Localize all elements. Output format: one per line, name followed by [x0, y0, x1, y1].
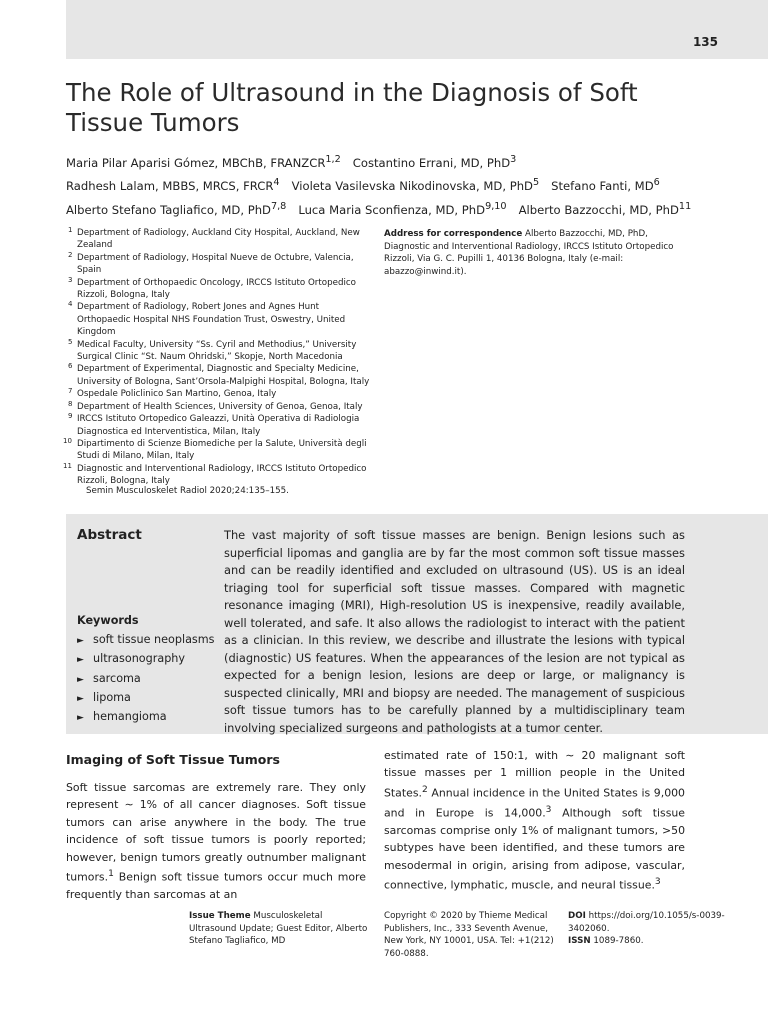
affiliation-text: Department of Radiology, Hospital Nueve de Octubre, Valencia, Spain	[77, 252, 354, 276]
affiliation-item	[66, 339, 372, 364]
reference-number: 2	[421, 784, 428, 795]
affiliation-number: 5	[68, 337, 73, 346]
affiliation-number: 10	[63, 436, 72, 445]
affiliation-text: Diagnostic and Interventional Radiology, IRCCS Istituto Ortopedico Rizzoli, Bologna, Italy	[77, 463, 367, 487]
affiliation-text: IRCCS Istituto Ortopedico Galeazzi, Unità Operativa di Radiologia Diagnostica ed Interventistica, Milan, Italy	[77, 414, 360, 437]
author-name	[518, 200, 692, 217]
author-text: Alberto Stefano Tagliafico, MD, PhD	[66, 202, 271, 217]
affiliation-item	[63, 461, 372, 488]
reference-number: 3	[545, 804, 552, 815]
affiliation-number: 3	[68, 275, 73, 284]
keyword-text: hemangioma	[93, 710, 167, 724]
paragraph-text: Soft tissue sarcomas are extremely rare. They only represent ∼ 1% of all cancer diagnoses. Soft tissue tumors can arise anywhere in the body. The true incidence of soft tissue tumors is poorly reported; however, benign tumors greatly outnumber malignant tumors.	[66, 781, 366, 884]
author-text: Maria Pilar Aparisi Gómez, MBChB, FRANZCR	[66, 155, 326, 170]
affiliation-text: Medical Faculty, University “Ss. Cyril and Methodius,” University Surgical Clinic “St. Naum Ohridski,” Skopje, North Macedonia	[77, 339, 357, 363]
abstract-text: The vast majority of soft tissue masses are benign. Benign lesions such as superficial lipomas and ganglia are by far the most common soft tissue masses and can be readily identified and excluded on ultrasound (US). US is an ideal triaging tool for superficial soft tissue masses. Compared with magnetic resonance imaging (MRI), High-resolution US is inexpensive, readily available, well tolerated, and safe. It also allows the radiologist to interact with the patient as a clinician. In this review, we describe and illustrate the lesions with typical (diagnostic) US features. When the appearances of the lesion are not typical as expected for a benign lesion, lesions are deep or large, or malignancy is suspected clinically, MRI and biopsy are needed. The management of suspicious soft tissue tumors has to be carefully planned by a multidisciplinary team involving specialized surgeons and pathologists at a tumor center.	[224, 528, 685, 735]
author-name	[298, 200, 507, 217]
author-text: Costantino Errani, MD, PhD	[352, 155, 511, 170]
affiliation-number: 9	[68, 412, 73, 421]
affiliation-item	[66, 277, 372, 302]
author-text: Radhesh Lalam, MBBS, MRCS, FRCR	[66, 179, 274, 194]
affiliation-text: Department of Radiology, Robert Jones and Agnes Hunt Orthopaedic Hospital NHS Foundation Trust, Oswestry, United Kingdom	[77, 302, 346, 338]
affiliation-item	[66, 301, 372, 338]
bullet-arrow-icon: ►	[77, 636, 84, 646]
body-text-left	[66, 779, 366, 903]
keywords-list	[77, 631, 214, 727]
author-affiliation-ref: 3	[510, 154, 517, 165]
author-name	[353, 156, 517, 170]
affiliation-text: Ospedale Policlinico San Martino, Genoa, Italy	[77, 389, 277, 400]
paragraph-text: Although soft tissue sarcomas comprise only 1% of malignant tumors, >50 subtypes have been identified, and these tumors are mesodermal in origin, arising from adipose, vascular, connective, lymphatic, muscle, and neural tissue.	[384, 806, 685, 892]
keywords-heading: Keywords	[77, 614, 139, 627]
keyword-text: lipoma	[93, 690, 131, 704]
affiliation-item	[66, 401, 372, 413]
affiliation-text: Department of Orthopaedic Oncology, IRCCS Istituto Ortopedico Rizzoli, Bologna, Italy	[77, 277, 356, 301]
affiliation-text: Department of Radiology, Auckland City Hospital, Auckland, New Zealand	[77, 228, 360, 251]
author-name	[551, 179, 660, 193]
doi-issn	[568, 910, 728, 948]
issn-label: ISSN	[568, 936, 591, 947]
correspondence-label: Address for correspondence	[384, 229, 523, 239]
header-band	[66, 0, 768, 59]
affiliation-list	[63, 226, 372, 488]
author-line	[66, 197, 746, 220]
author-affiliation-ref: 1,2	[325, 154, 341, 165]
doi-link[interactable]: https://doi.org/10.1055/s-0039-3402060.	[568, 911, 725, 934]
author-text: Stefano Fanti, MD	[551, 179, 654, 194]
keyword-text: soft tissue neoplasms	[93, 633, 215, 646]
issue-theme-text: Musculoskeletal Ultrasound Update; Guest Editor, Alberto Stefano Tagliafico, MD	[189, 911, 368, 947]
doi-label: DOI	[568, 911, 586, 921]
affiliation-number: 1	[68, 226, 73, 234]
journal-citation: Semin Musculoskelet Radiol 2020;24:135–155.	[86, 486, 289, 496]
author-affiliation-ref: 7,8	[270, 200, 287, 212]
body-text-right	[384, 747, 685, 894]
reference-number: 3	[654, 877, 661, 888]
affiliation-text: Department of Experimental, Diagnostic and Specialty Medicine, University of Bologna, Sant’Orsola-Malpighi Hospital, Bologna, Italy	[77, 364, 370, 387]
author-affiliation-ref: 11	[678, 200, 692, 212]
keyword-text: ultrasonography	[93, 652, 186, 666]
author-text: Alberto Bazzocchi, MD, PhD	[518, 202, 679, 217]
affiliation-number: 4	[68, 300, 73, 309]
author-list	[66, 150, 746, 220]
section-heading: Imaging of Soft Tissue Tumors	[66, 752, 280, 767]
author-name	[292, 179, 540, 193]
keyword-item	[77, 650, 214, 669]
author-name	[66, 200, 287, 217]
affiliation-text: Dipartimento di Scienze Biomediche per la Salute, Università degli Studi di Milano, Milan, Italy	[77, 438, 367, 462]
author-affiliation-ref: 9,10	[485, 200, 507, 212]
bullet-arrow-icon: ►	[77, 655, 84, 666]
issue-theme-label: Issue Theme	[189, 911, 251, 921]
affiliation-item	[66, 227, 372, 252]
issn-value: 1089-7860.	[593, 936, 644, 947]
affiliation-item	[63, 436, 372, 463]
author-affiliation-ref: 5	[532, 177, 540, 189]
copyright-notice: Copyright © 2020 by Thieme Medical Publishers, Inc., 333 Seventh Avenue, New York, NY 10001, USA. Tel: +1(212) 760-0888.	[384, 911, 554, 959]
bullet-arrow-icon: ►	[77, 693, 84, 704]
author-line	[66, 173, 746, 196]
correspondence-text: Alberto Bazzocchi, MD, PhD, Diagnostic and Interventional Radiology, IRCCS Istituto Ortopedico Rizzoli, Via G. C. Pupilli 1, 40136 Bologna, Italy (e-mail: abazzo@inwind.it).	[384, 229, 674, 277]
affiliation-item	[66, 413, 372, 438]
paragraph-text: estimated rate of 150:1, with ∼ 20 malignant soft tissue masses per 1 million people in the United States.	[384, 749, 685, 800]
affiliation-number: 11	[63, 461, 72, 470]
issue-theme	[189, 910, 369, 948]
affiliation-number: 7	[68, 387, 73, 396]
bullet-arrow-icon: ►	[77, 713, 84, 724]
author-name	[66, 179, 280, 193]
affiliation-number: 2	[68, 250, 73, 259]
affiliation-item	[66, 252, 372, 277]
keyword-item	[77, 631, 214, 650]
page-number: 135	[692, 35, 718, 49]
correspondence-address	[384, 228, 684, 278]
keyword-item	[77, 670, 214, 689]
keyword-item	[77, 708, 214, 727]
author-affiliation-ref: 4	[273, 177, 280, 189]
paragraph-text: Annual incidence in the United States is 9,000 and in Europe is 14,000.	[384, 786, 685, 820]
author-affiliation-ref: 6	[653, 177, 660, 189]
article-title: The Role of Ultrasound in the Diagnosis of Soft Tissue Tumors	[66, 78, 638, 137]
reference-number: 1	[108, 869, 114, 880]
author-line	[66, 150, 746, 173]
author-text: Violeta Vasilevska Nikodinovska, MD, PhD	[291, 179, 533, 194]
author-name	[66, 156, 341, 170]
affiliation-text: Department of Health Sciences, University of Genoa, Genoa, Italy	[77, 401, 363, 412]
keyword-text: sarcoma	[93, 671, 141, 685]
keyword-item	[77, 689, 214, 708]
bullet-arrow-icon: ►	[77, 674, 84, 685]
affiliation-number: 6	[68, 362, 73, 371]
affiliation-item	[66, 363, 372, 388]
author-text: Luca Maria Sconfienza, MD, PhD	[298, 202, 486, 217]
affiliation-item	[66, 388, 372, 400]
affiliation-number: 8	[68, 399, 73, 408]
abstract-heading: Abstract	[77, 527, 142, 543]
paragraph-text: Benign soft tissue tumors occur much more frequently than sarcomas at an	[66, 870, 366, 902]
